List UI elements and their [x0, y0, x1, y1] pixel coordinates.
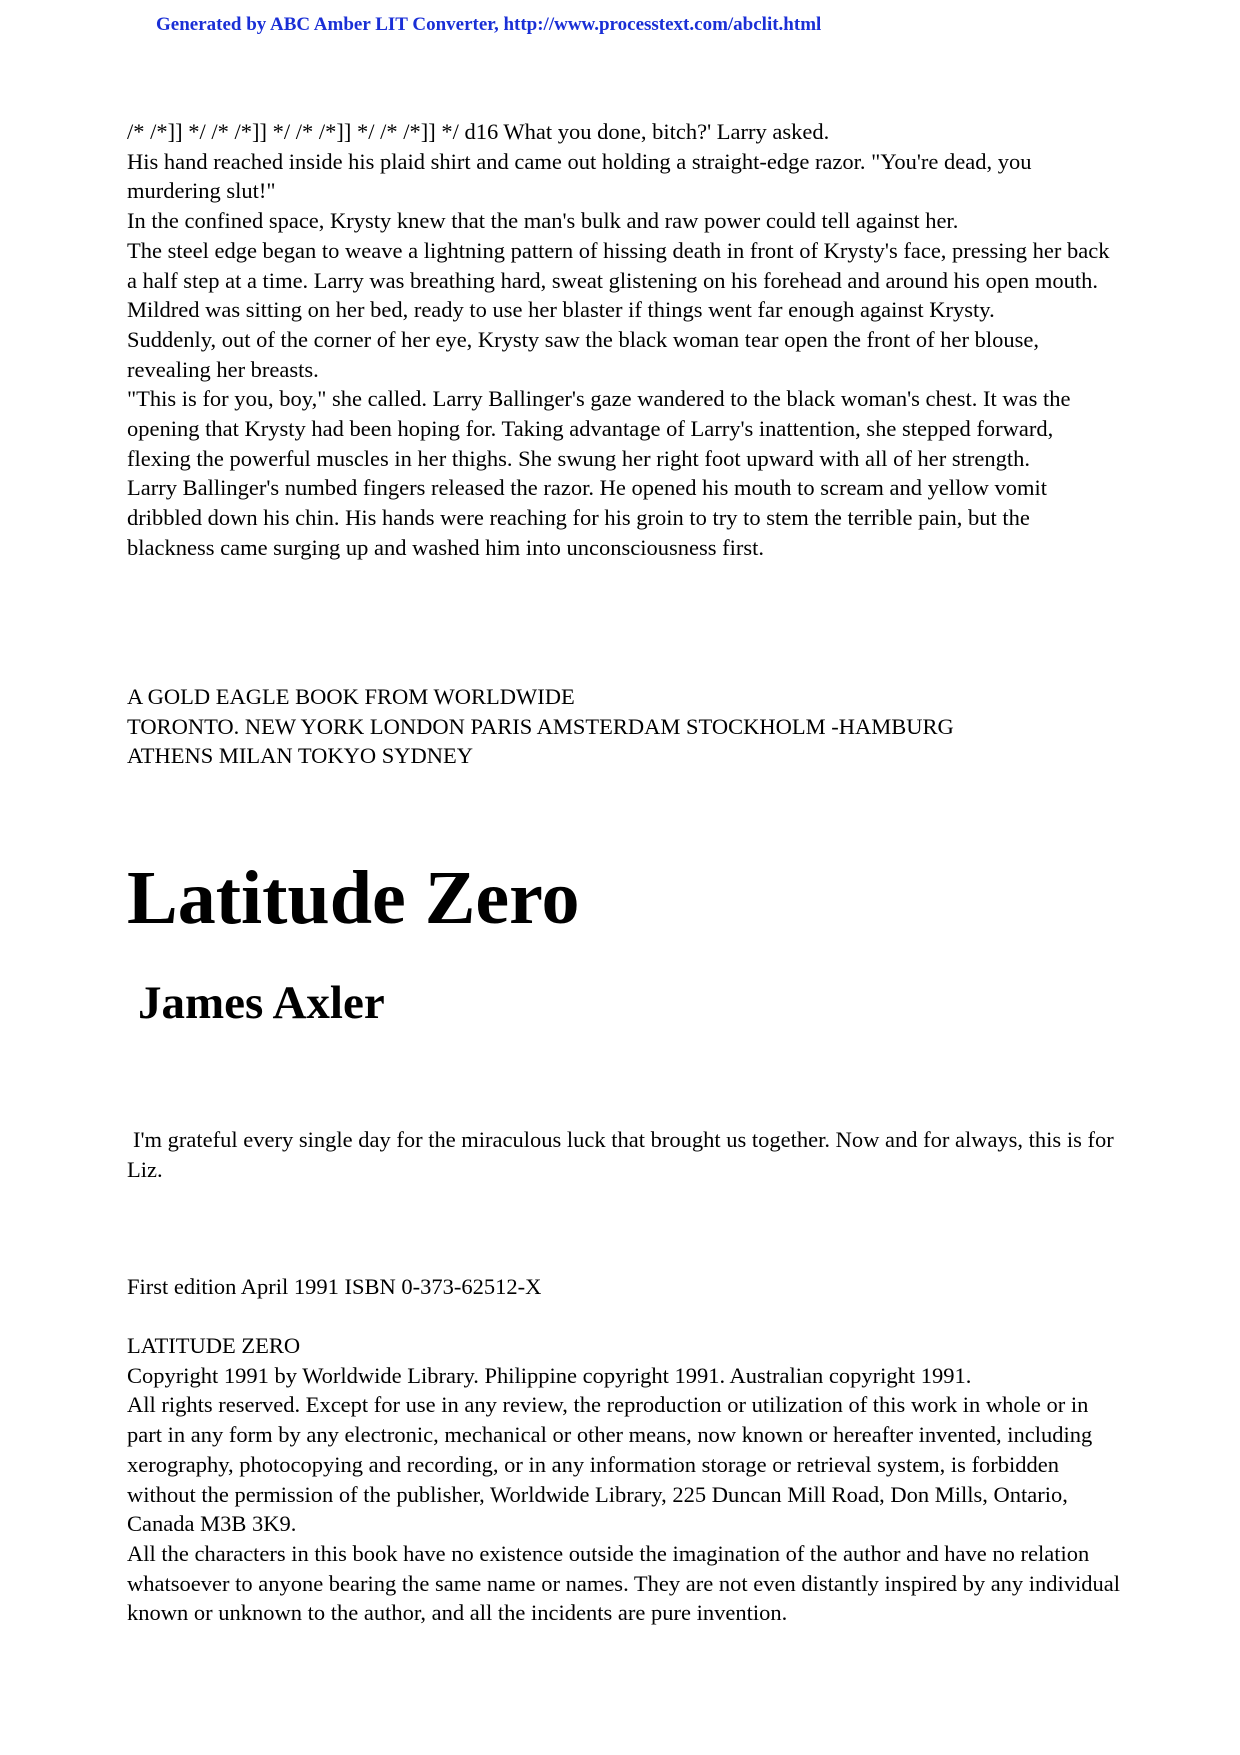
excerpt-paragraph: /* /*]] */ /* /*]] */ /* /*]] */ /* /*]] */ d16 What you done, bitch?' Larry asked.	[127, 119, 830, 144]
generator-link[interactable]: Generated by ABC Amber LIT Converter, http://www.processtext.com/abclit.html	[156, 14, 822, 35]
publisher-line: A GOLD EAGLE BOOK FROM WORLDWIDE	[127, 684, 575, 709]
excerpt-paragraph: Larry Ballinger's numbed fingers released the razor. He opened his mouth to scream and yellow vomit dribbled down his chin. His hands were reaching for his groin to try to stem the terrible pain, but the blackness came surging up and washed him into unconsciousness first.	[127, 475, 1048, 560]
excerpt-paragraph: His hand reached inside his plaid shirt and came out holding a straight-edge razor. "You're dead, you murdering slut!"	[127, 148, 1032, 204]
copyright-paragraph: All the characters in this book have no existence outside the imagination of the author and have no relation whatsoever to anyone bearing the same name or names. They are not even distantly inspired by any individual known or unknown to the author, and all the incidents are pure invention.	[127, 1540, 1121, 1626]
dedication: I'm grateful every single day for the miraculous luck that brought us together. Now and for always, this is for Liz.	[127, 1127, 1114, 1182]
publisher-cities-line: ATHENS MILAN TOKYO SYDNEY	[127, 743, 474, 769]
book-author: James Axler	[138, 977, 385, 1029]
copyright-paragraph: All rights reserved. Except for use in any review, the reproduction or utilization of this work in whole or in part in any form by any electronic, mechanical or other means, now known or hereafter invented, including xerography, photocopying and recording, or in any information storage or retrieval system, is forbidden without the permission of the publisher, Worldwide Library, 225 Duncan Mill Road, Don Mills, Ontario, Canada M3B 3K9.	[127, 1392, 1093, 1537]
generator-notice[interactable]	[156, 14, 821, 36]
publisher-block	[127, 682, 1122, 771]
excerpt-paragraph: "This is for you, boy," she called. Larry Ballinger's gaze wandered to the black woman's chest. It was the opening that Krysty had been hoping for. Taking advantage of Larry's inattention, she stepped forward, flexing the powerful muscles in her thighs. She swung her right foot upward with all of her strength.	[127, 386, 1071, 471]
excerpt-paragraph: Mildred was sitting on her bed, ready to use her blaster if things went far enough against Krysty.	[127, 297, 995, 323]
excerpt-paragraph: Suddenly, out of the corner of her eye, Krysty saw the black woman tear open the front of her blouse, revealing her breasts.	[127, 326, 1040, 382]
excerpt-paragraph: The steel edge began to weave a lightning pattern of hissing death in front of Krysty's face, pressing her back a half step at a time. Larry was breathing hard, sweat glistening on his forehead and around his open mouth.	[127, 237, 1110, 293]
excerpt-paragraph: In the confined space, Krysty knew that the man's bulk and raw power could tell against her.	[127, 208, 959, 234]
story-excerpt	[127, 117, 1122, 563]
copyright-title: LATITUDE ZERO	[127, 1333, 301, 1358]
book-title: Latitude Zero	[127, 856, 580, 940]
copyright-block	[127, 1331, 1122, 1628]
edition-info: First edition April 1991 ISBN 0-373-62512-X	[127, 1274, 542, 1299]
copyright-paragraph: Copyright 1991 by Worldwide Library. Philippine copyright 1991. Australian copyright 1991.	[127, 1362, 972, 1388]
publisher-cities-line: TORONTO. NEW YORK LONDON PARIS AMSTERDAM STOCKHOLM -HAMBURG	[127, 713, 954, 739]
